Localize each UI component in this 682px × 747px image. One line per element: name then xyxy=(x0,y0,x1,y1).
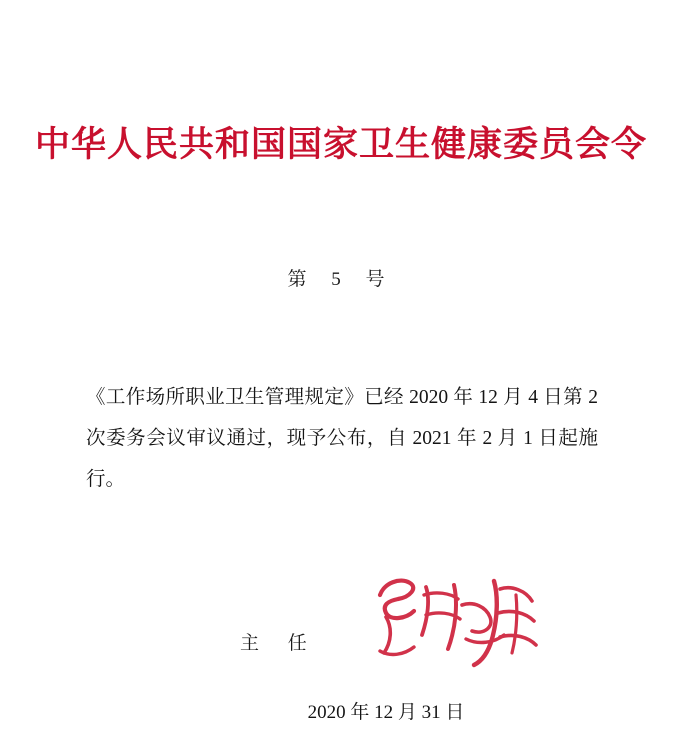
document-title: 中华人民共和国国家卫生健康委员会令 xyxy=(34,124,647,165)
handwritten-signature-icon xyxy=(366,565,546,675)
signature-date: 2020 年 12 月 31 日 xyxy=(307,702,465,723)
document-body-paragraph: 《工作场所职业卫生管理规定》已经 2020 年 12 月 4 日第 2 次委务会议审议通过，现予公布，自 2021 年 2 月 1 日起施行。 xyxy=(86,387,598,490)
signature-block xyxy=(0,620,682,660)
signature-label: 主 任 xyxy=(240,633,319,654)
decree-number: 第 5 号 xyxy=(287,269,395,290)
